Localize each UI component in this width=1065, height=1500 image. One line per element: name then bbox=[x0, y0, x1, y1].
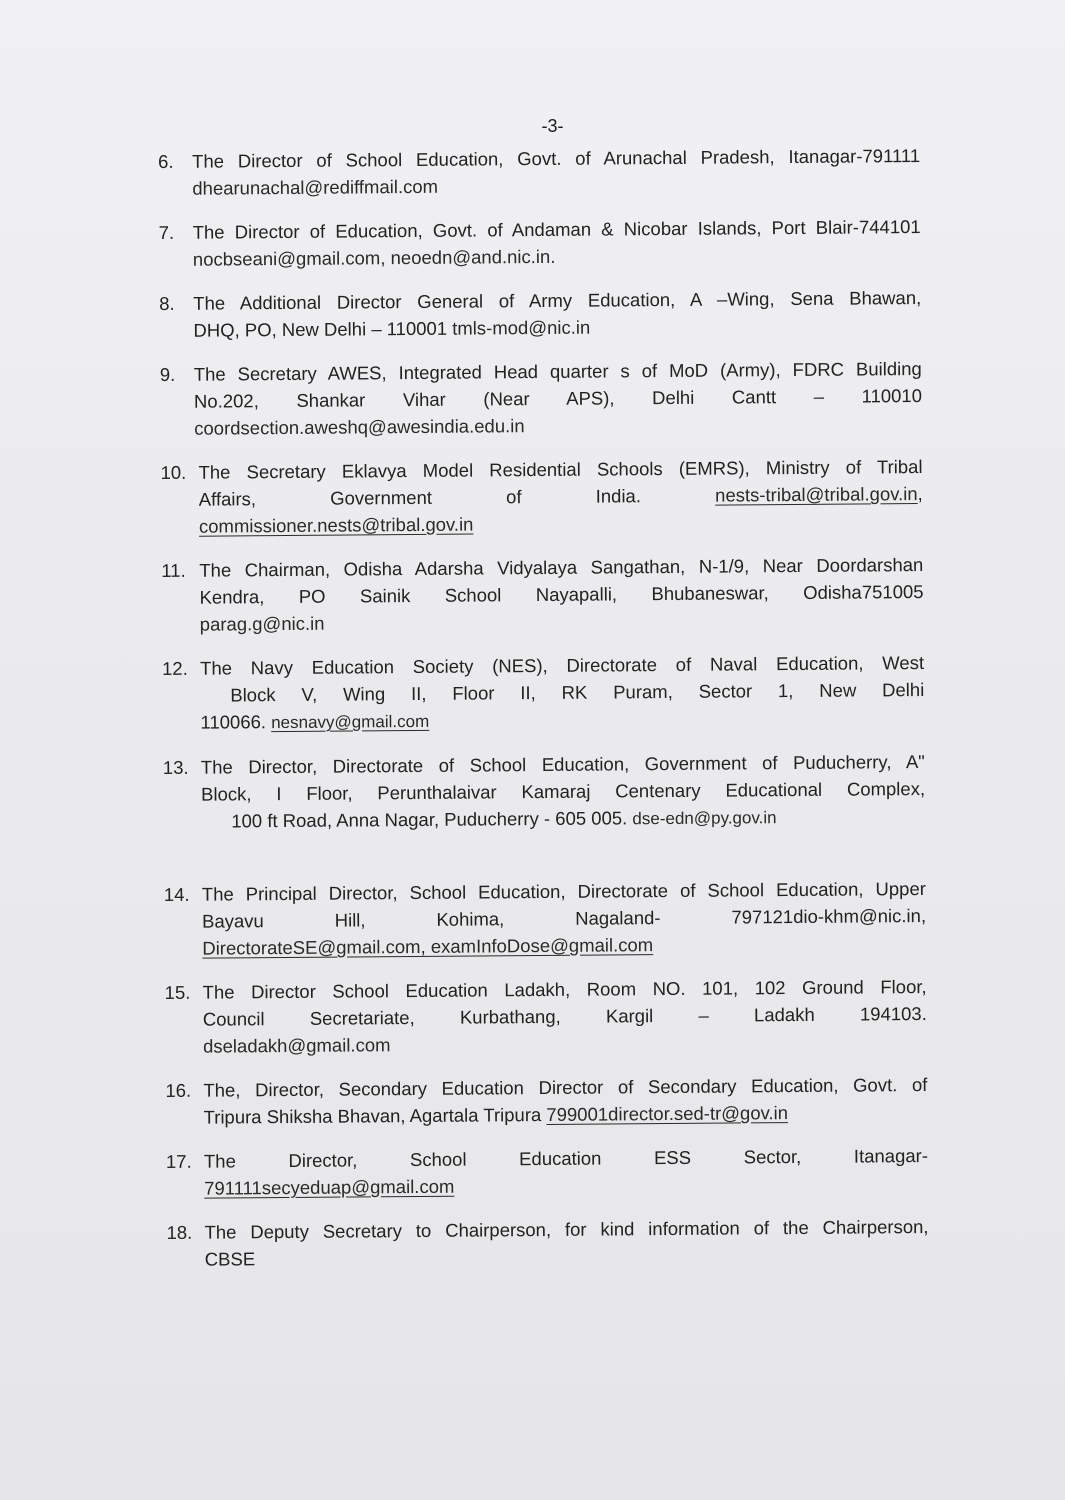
address-text: Tripura Shiksha Bhavan, Agartala Tripura bbox=[203, 1104, 542, 1128]
item-text: Council Secretariate, Kurbathang, Kargil – Ladakh 194103. bbox=[202, 1002, 927, 1030]
recipient-list bbox=[158, 142, 929, 1290]
email-text: dseladakh@gmail.com bbox=[202, 1034, 391, 1057]
email-link[interactable]: 799001director.sed-tr@gov.in bbox=[546, 1102, 789, 1125]
item-text: Bayavu Hill, Kohima, Nagaland- 797121dio-khm@nic.in, bbox=[201, 904, 927, 932]
item-text: The Secretary Eklavya Model Residential Schools (EMRS), Ministry of Tribal bbox=[198, 456, 923, 483]
list-item bbox=[165, 973, 928, 1060]
item-text: The Director School Education Ladakh, Room NO. 101, 102 Ground Floor, bbox=[202, 975, 927, 1003]
item-text-line bbox=[204, 1098, 928, 1131]
item-number: 16. bbox=[165, 1079, 192, 1101]
list-item bbox=[166, 1142, 928, 1202]
address-text: DHQ, PO, New Delhi – 110001 bbox=[193, 317, 448, 341]
item-number: 10. bbox=[160, 461, 187, 483]
list-item bbox=[166, 1213, 928, 1273]
address-text: 100 ft Road, Anna Nagar, Puducherry - 605 005. bbox=[231, 807, 628, 832]
item-number: 17. bbox=[165, 1150, 192, 1172]
email-text: coordsection.aweshq@awesindia.edu.in bbox=[194, 415, 525, 439]
email-link[interactable]: commissioner.nests@tribal.gov.in bbox=[198, 513, 474, 537]
address-text: Affairs, Government of India. bbox=[198, 485, 642, 510]
item-number: 8. bbox=[159, 292, 175, 314]
list-item bbox=[159, 213, 921, 273]
item-text: The Additional Director General of Army Education, A –Wing, Sena Bhawan, bbox=[193, 287, 922, 314]
item-text: The Director, School Education ESS Sector, Itanagar- bbox=[203, 1144, 929, 1172]
list-item bbox=[164, 875, 927, 962]
page-number: -3- bbox=[541, 116, 564, 136]
item-number: 6. bbox=[158, 150, 174, 172]
item-text: The Deputy Secretary to Chairperson, for kind information of the Chairperson, bbox=[204, 1215, 929, 1243]
item-text-line bbox=[200, 703, 924, 737]
item-text: The Director of School Education, Govt. of Arunachal Pradesh, Itanagar-791111 bbox=[192, 145, 921, 172]
address-text: 110066. bbox=[200, 711, 267, 733]
item-text: The Director, Directorate of School Education, Government of Puducherry, A" bbox=[200, 750, 925, 778]
item-number: 15. bbox=[164, 981, 191, 1003]
item-text-line bbox=[193, 311, 921, 344]
item-number: 18. bbox=[166, 1221, 193, 1243]
list-item bbox=[158, 142, 920, 202]
list-item bbox=[160, 355, 923, 442]
email-link[interactable]: nests-tribal@tribal.gov.in bbox=[715, 483, 918, 506]
item-number: 9. bbox=[159, 363, 176, 385]
item-text: Kendra, PO Sainik School Nayapalli, Bhubaneswar, Odisha751005 bbox=[199, 581, 924, 608]
item-text: Block, I Floor, Perunthalaivar Kamaraj Centenary Educational Complex, bbox=[200, 777, 926, 805]
email-link[interactable]: DirectorateSE@gmail.com, examInfoDose@gmail.com bbox=[202, 934, 654, 959]
list-item bbox=[161, 551, 924, 638]
list-item bbox=[163, 748, 926, 836]
item-number: 13. bbox=[162, 756, 189, 778]
item-text: The Secretary AWES, Integrated Head quarter s of MoD (Army), FDRC Building bbox=[193, 358, 922, 385]
email-text: dse-edn@py.gov.in bbox=[632, 808, 777, 829]
email-text: nocbseani@gmail.com, neoedn@and.nic.in. bbox=[192, 245, 556, 270]
item-number: 7. bbox=[158, 221, 175, 243]
list-item bbox=[160, 453, 923, 540]
email-text: dhearunachal@rediffmail.com bbox=[192, 175, 439, 199]
list-item bbox=[165, 1071, 927, 1131]
item-text: Block V, Wing II, Floor II, RK Puram, Sector 1, New Delhi bbox=[230, 678, 925, 706]
item-text: The Principal Director, School Education, Directorate of School Education, Upper bbox=[201, 877, 926, 905]
email-link[interactable]: 791111secyeduap@gmail.com bbox=[204, 1175, 455, 1199]
item-text: The, Director, Secondary Education Director of Secondary Education, Govt. of bbox=[203, 1073, 928, 1101]
item-text: The Navy Education Society (NES), Directorate of Naval Education, West bbox=[200, 651, 925, 679]
item-text: The Director of Education, Govt. of Andaman & Nicobar Islands, Port Blair-744101 bbox=[192, 216, 921, 243]
item-text-line: Affairs, Government of India. nests-tribal@tribal.gov.in, bbox=[198, 483, 923, 510]
email-text: parag.g@nic.in bbox=[199, 612, 325, 635]
item-number: 11. bbox=[161, 559, 186, 581]
item-text: The Chairman, Odisha Adarsha Vidyalaya Sangathan, N-1/9, Near Doordarshan bbox=[199, 554, 924, 581]
list-item bbox=[159, 284, 921, 344]
item-number: 12. bbox=[162, 657, 188, 679]
email-link[interactable]: nesnavy@gmail.com bbox=[271, 711, 430, 733]
item-text: No.202, Shankar Vihar (Near APS), Delhi Cantt – 110010 bbox=[193, 385, 923, 412]
item-text: CBSE bbox=[204, 1248, 256, 1270]
list-item bbox=[162, 649, 925, 737]
item-text-line bbox=[201, 802, 925, 836]
email-text: tmls-mod@nic.in bbox=[452, 316, 591, 339]
item-number: 14. bbox=[163, 883, 190, 905]
